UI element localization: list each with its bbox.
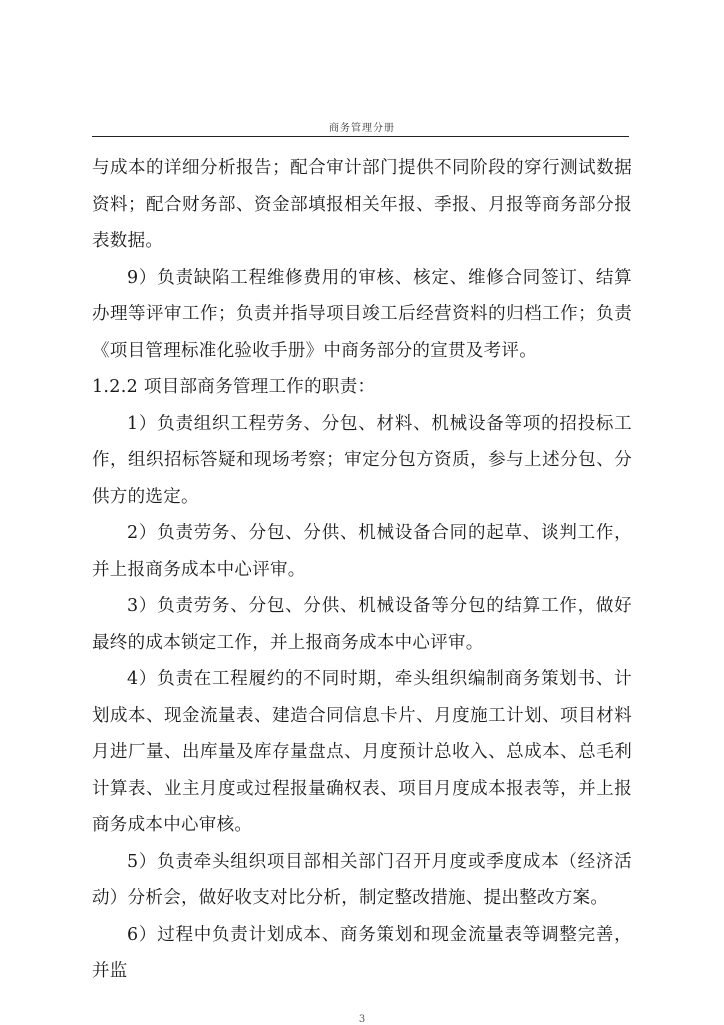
paragraph-continuation: 与成本的详细分析报告；配合审计部门提供不同阶段的穿行测试数据资料；配合财务部、资金部填报相关年报、季报、月报等商务部分报表数据。 xyxy=(92,158,632,251)
paragraph-item-3: 3）负责劳务、分包、分供、机械设备等分包的结算工作，做好最终的成本锁定工作，并上报商务成本中心评审。 xyxy=(92,596,632,653)
body-text xyxy=(92,150,632,990)
section-heading: 1.2.2 项目部商务管理工作的职责： xyxy=(92,377,376,397)
paragraph-item-2: 2）负责劳务、分包、分供、机械设备合同的起草、谈判工作，并上报商务成本中心评审。 xyxy=(92,523,632,580)
header-rule xyxy=(92,136,629,137)
running-header: 商务管理分册 xyxy=(329,123,395,134)
page-number: 3 xyxy=(358,1014,366,1025)
paragraph-item-4: 4）负责在工程履约的不同时期，牵头组织编制商务策划书、计划成本、现金流量表、建造合同信息卡片、月度施工计划、项目材料月进厂量、出库量及库存量盘点、月度预计总收入、总成本、总毛利计算表、业主月度或过程报量确权表、项目月度成本报表等，并上报商务成本中心审核。 xyxy=(92,669,632,835)
paragraph-item-5: 5）负责牵头组织项目部相关部门召开月度或季度成本（经济活动）分析会，做好收支对比分析，制定整改措施、提出整改方案。 xyxy=(92,851,632,908)
paragraph-item-9: 9）负责缺陷工程维修费用的审核、核定、维修合同签订、结算办理等评审工作；负责并指导项目竣工后经营资料的归档工作；负责《项目管理标准化验收手册》中商务部分的宣贯及考评。 xyxy=(92,267,632,361)
paragraph-item-6: 6）过程中负责计划成本、商务策划和现金流量表等调整完善，并监 xyxy=(92,924,632,981)
paragraph-item-1: 1）负责组织工程劳务、分包、材料、机械设备等项的招投标工作，组织招标答疑和现场考察；审定分包方资质，参与上述分包、分供方的选定。 xyxy=(92,413,632,507)
